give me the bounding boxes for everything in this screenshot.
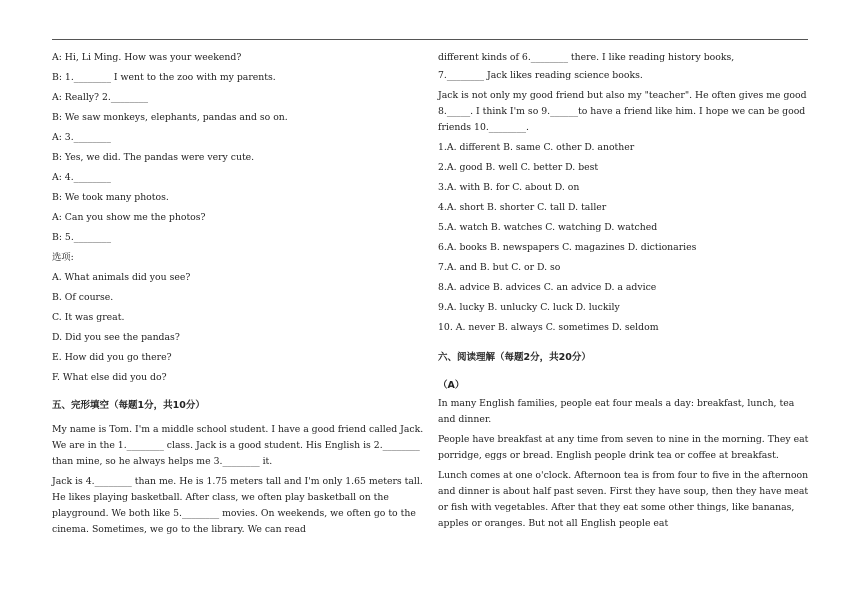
cloze-continued-line: different kinds of 6.________ there. I like reading history books, xyxy=(438,52,735,63)
section-heading-cloze: 五、完形填空（每题1分，共10分） xyxy=(52,400,205,411)
reading-paragraph: In many English families, people eat four meals a day: breakfast, lunch, tea and dinner. xyxy=(438,398,795,425)
dialogue-line: B: We saw monkeys, elephants, pandas and so on. xyxy=(52,112,288,123)
top-rule xyxy=(52,39,808,40)
choice-row: 9.A. lucky B. unlucky C. luck D. luckily xyxy=(438,302,620,313)
section-heading-reading: 六、阅读理解（每题2分，共20分） xyxy=(438,352,591,363)
option-item: F. What else did you do? xyxy=(52,372,167,383)
cloze-paragraph: Jack is not only my good friend but also my "teacher". He often gives me good 8._____. I think I'm so 9.______to have a friend like him. I hope we can be good friends 10.________. xyxy=(438,90,807,133)
option-item: A. What animals did you see? xyxy=(52,272,191,283)
option-item: D. Did you see the pandas? xyxy=(52,332,180,343)
option-item: E. How did you go there? xyxy=(52,352,172,363)
cloze-continued-line: 7.________ Jack likes reading science books. xyxy=(438,70,643,81)
cloze-paragraph: Jack is 4.________ than me. He is 1.75 meters tall and I'm only 1.65 meters tall. He likes playing basketball. After class, we often play basketball on the playground. We both like 5.________ movies. On weekends, we often go to the cinema. Sometimes, we go to the library. We can read xyxy=(52,476,423,535)
choice-row: 10. A. never B. always C. sometimes D. seldom xyxy=(438,322,659,333)
option-item: B. Of course. xyxy=(52,292,114,303)
choice-row: 3.A. with B. for C. about D. on xyxy=(438,182,580,193)
dialogue-line: A: Can you show me the photos? xyxy=(52,212,206,223)
choice-row: 2.A. good B. well C. better D. best xyxy=(438,162,599,173)
options-label: 选项: xyxy=(52,252,74,263)
choice-row: 7.A. and B. but C. or D. so xyxy=(438,262,561,273)
choice-row: 8.A. advice B. advices C. an advice D. a advice xyxy=(438,282,657,293)
dialogue-line: B: We took many photos. xyxy=(52,192,169,203)
dialogue-line: B: 5.________ xyxy=(52,232,111,243)
left-column xyxy=(52,50,424,542)
right-column xyxy=(438,50,810,536)
option-item: C. It was great. xyxy=(52,312,125,323)
choice-row: 6.A. books B. newspapers C. magazines D. dictionaries xyxy=(438,242,697,253)
dialogue-line: B: 1.________ I went to the zoo with my parents. xyxy=(52,72,276,83)
reading-subtitle: （A） xyxy=(438,380,465,391)
cloze-paragraph: My name is Tom. I'm a middle school student. I have a good friend called Jack. We are in the 1.________ class. Jack is a good student. His English is 2.________ than mine, so he always helps me 3.________ it. xyxy=(52,424,424,467)
dialogue-line: A: 4.________ xyxy=(52,172,111,183)
choice-row: 1.A. different B. same C. other D. another xyxy=(438,142,635,153)
choice-row: 4.A. short B. shorter C. tall D. taller xyxy=(438,202,607,213)
dialogue-line: A: Hi, Li Ming. How was your weekend? xyxy=(52,52,242,63)
dialogue-line: A: 3.________ xyxy=(52,132,111,143)
reading-paragraph: Lunch comes at one o'clock. Afternoon tea is from four to five in the afternoon and dinner is about half past seven. First they have soup, then they have meat or fish with vegetables. After that they eat some other things, like bananas, apples or oranges. But not all English people eat xyxy=(438,470,809,529)
dialogue-line: B: Yes, we did. The pandas were very cute. xyxy=(52,152,255,163)
dialogue-line: A: Really? 2.________ xyxy=(52,92,149,103)
choice-row: 5.A. watch B. watches C. watching D. watched xyxy=(438,222,658,233)
reading-paragraph: People have breakfast at any time from seven to nine in the morning. They eat porridge, eggs or bread. English people drink tea or coffee at breakfast. xyxy=(438,434,809,461)
